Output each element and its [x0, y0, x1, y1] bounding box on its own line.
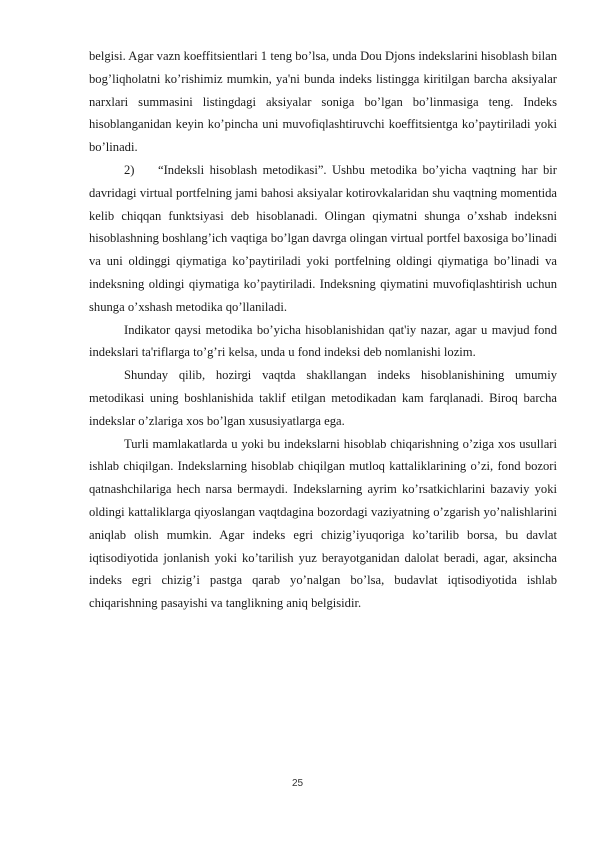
document-page	[89, 45, 557, 615]
numbered-paragraph	[89, 159, 557, 319]
item-number: 2)	[124, 162, 135, 177]
numbered-paragraph-text: “Indeksli hisoblash metodikasi”. Ushbu metodika bo’yicha vaqtning har bir davridagi virtual portfelning jami bahosi aksiyalar kotirovkalaridan shu vaqtning momentida kelib chiqqan funktsiyasi deb hisoblanadi. Olingan qiymatni shunga o’xshab indeksni hisoblashning boshlang’ich vaqtiga bo’lgan davrga olingan virtual portfel baxosiga bo’linadi va uni oldinggi qiymatiga ko’paytiriladi yoki portfelning oldingi qiymatiga bo’linadi va indeksning oldingi qiymatiga ko’paytiriladi. Indeksning qiymatini muvofiqlashtirish uchun shunga o’xshash metodika qo’llaniladi.	[89, 162, 557, 314]
paragraph: Indikator qaysi metodika bo’yicha hisoblanishidan qat'iy nazar, agar u mavjud fond indekslari ta'riflarga to’g’ri kelsa, unda u fond indeksi deb nomlanishi lozim.	[89, 322, 557, 360]
paragraph-continuation: belgisi. Agar vazn koeffitsientlari 1 teng bo’lsa, unda Dou Djons indekslarini hisoblash bilan bog’liqholatni ko’rishimiz mumkin, ya'ni bunda indeks listingga kiritilgan barcha aksiyalar narxlari summasini listingdagi aksiyalar soniga bo’lgan bo’linmasiga teng. Indeks hisoblanganidan keyin ko’pincha uni muvofiqlashtiruvchi koeffitsientga ko’paytiriladi yoki bo’linadi.	[89, 49, 557, 155]
paragraph: Turli mamlakatlarda u yoki bu indekslarni hisoblab chiqarishning o’ziga xos usullari ishlab chiqilgan. Indekslarning hisoblab chiqilgan mutloq kattaliklarining o’zi, fond bozori qatnashchilariga hech narsa bermaydi. Indekslarning ayrim ko’rsatkichlarini bazaviy yoki oldingi kattaliklarga qiyoslangan vaqtdagina bozordagi vaziyatning o’zgarish yo’nalishlarini aniqlab olish mumkin. Agar indeks egri chizig’iyuqoriga ko’tarilib borsa, bu davlat iqtisodiyotida jonlanish yoki ko’tarilish yuz berayotganidan dalolat beradi, agar, aksincha indeks egri chizig’i pastga qarab yo’nalgan bo’lsa, budavlat iqtisodiyotida ishlab chiqarishning pasayishi va tanglikning aniq belgisidir.	[89, 436, 557, 611]
page-number: 25	[291, 778, 304, 789]
paragraph: Shunday qilib, hozirgi vaqtda shakllangan indeks hisoblanishining umumiy metodikasi uning boshlanishida taklif etilgan metodikadan kam farqlanadi. Biroq barcha indekslar o’zlariga xos bo’lgan xususiyatlarga ega.	[89, 368, 557, 428]
